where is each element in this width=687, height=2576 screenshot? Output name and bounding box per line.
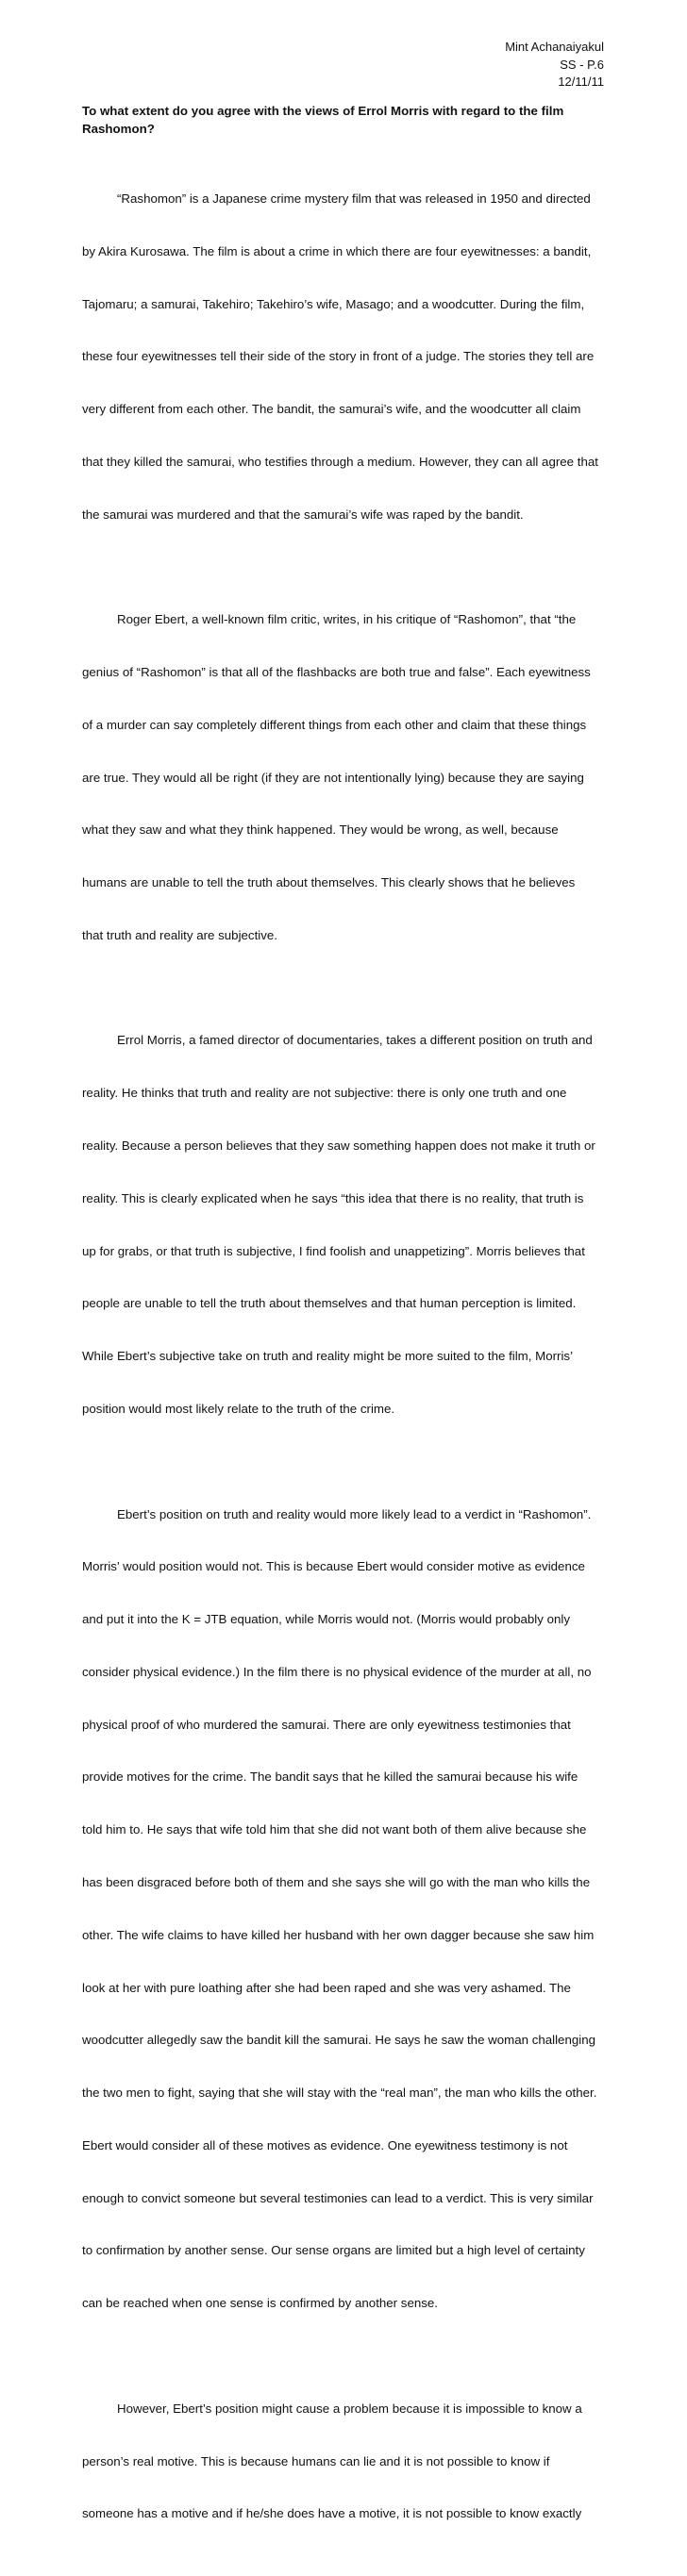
text-line: someone has a motive and if he/she does have a motive, it is not possible to know exactly [82,2506,582,2521]
paragraph-ebert [82,576,611,980]
essay-question [82,103,611,138]
paragraph-morris [82,997,611,1453]
text-line: However, Ebert’s position might cause a problem because it is impossible to know a [117,2401,582,2416]
text-line: what they saw and what they think happened. They would be wrong, as well, because [82,823,559,838]
text-line: physical proof of who murdered the samurai. There are only eyewitness testimonies that [82,1717,571,1732]
text-line: can be reached when one sense is confirmed by another sense. [82,2296,438,2311]
text-line: the two men to fight, saying that she will stay with the “real man”, the man who kills the other. [82,2086,597,2101]
text-line: Morris’ would position would not. This is because Ebert would consider motive as evidence [82,1559,585,1574]
text-line: “Rashomon” is a Japanese crime mystery film that was released in 1950 and directed [117,191,591,206]
text-line: Errol Morris, a famed director of documentaries, takes a different position on truth and [117,1033,593,1048]
text-line: genius of “Rashomon” is that all of the flashbacks are both true and false”. Each eyewitness [82,665,591,679]
text-line: and put it into the K = JTB equation, while Morris would not. (Morris would probably only [82,1612,570,1627]
text-line: provide motives for the crime. The bandit says that he killed the samurai because his wife [82,1770,578,1785]
paragraph-problem [82,2366,611,2559]
date-label: 12/11/11 [558,75,604,89]
text-line: position would most likely relate to the truth of the crime. [82,1401,395,1416]
essay-body [82,103,611,2576]
text-line: are true. They would all be right (if they are not intentionally lying) because they are saying [82,770,584,785]
text-line: that truth and reality are subjective. [82,927,277,942]
author-header [505,39,604,91]
paragraph-verdict [82,1471,611,2348]
text-line: that they killed the samurai, who testifies through a medium. However, they can all agree that [82,454,598,469]
author-name: Mint Achanaiyakul [505,40,604,54]
text-line: person’s real motive. This is because humans can lie and it is not possible to know if [82,2453,550,2468]
text-line: Roger Ebert, a well-known film critic, writes, in his critique of “Rashomon”, that “the [117,612,577,627]
text-line: people are unable to tell the truth about themselves and that human perception is limited. [82,1296,577,1311]
text-line: to confirmation by another sense. Our sense organs are limited but a high level of certainty [82,2243,585,2258]
text-line: Tajomaru; a samurai, Takehiro; Takehiro’s wife, Masago; and a woodcutter. During the film, [82,296,585,311]
paragraph-intro [82,156,611,559]
text-line: told him to. He says that wife told him that she did not want both of them alive because she [82,1822,587,1837]
text-line: enough to convict someone but several testimonies can lead to a verdict. This is very similar [82,2190,594,2205]
text-line: reality. This is clearly explicated when he says “this idea that there is no reality, that truth is [82,1190,584,1205]
text-line: other. The wife claims to have killed her husband with her own dagger because she saw him [82,1927,595,1942]
text-line: Ebert would consider all of these motives as evidence. One eyewitness testimony is not [82,2137,568,2152]
text-line: of a murder can say completely different things from each other and claim that these things [82,717,587,732]
text-line: reality. He thinks that truth and reality are not subjective: there is only one truth and one [82,1086,567,1101]
text-line: woodcutter allegedly saw the bandit kill the samurai. He says he saw the woman challenging [82,2033,595,2048]
question-line: Rashomon? [82,121,155,136]
text-line: the samurai was murdered and that the samurai’s wife was raped by the bandit. [82,507,524,522]
question-line: To what extent do you agree with the views of Errol Morris with regard to the film [82,104,564,118]
text-line: look at her with pure loathing after she had been raped and she was very ashamed. The [82,1980,571,1995]
text-line: up for grabs, or that truth is subjective, I find foolish and unappetizing”. Morris believes that [82,1243,585,1258]
text-line: by Akira Kurosawa. The film is about a crime in which there are four eyewitnesses: a bandit, [82,243,592,258]
text-line: these four eyewitnesses tell their side of the story in front of a judge. The stories they tell are [82,349,595,364]
text-line: very different from each other. The bandit, the samurai’s wife, and the woodcutter all claim [82,402,581,417]
text-line: consider physical evidence.) In the film there is no physical evidence of the murder at all, no [82,1664,592,1679]
class-label: SS - P.6 [560,57,604,72]
text-line: humans are unable to tell the truth about themselves. This clearly shows that he believes [82,875,576,890]
text-line: has been disgraced before both of them and she says she will go with the man who kills the [82,1874,591,1889]
text-line: reality. Because a person believes that they saw something happen does not make it truth or [82,1138,595,1154]
text-line: While Ebert’s subjective take on truth and reality might be more suited to the film, Morris’ [82,1349,574,1364]
text-line: Ebert’s position on truth and reality would more likely lead to a verdict in “Rashomon”. [117,1506,592,1521]
